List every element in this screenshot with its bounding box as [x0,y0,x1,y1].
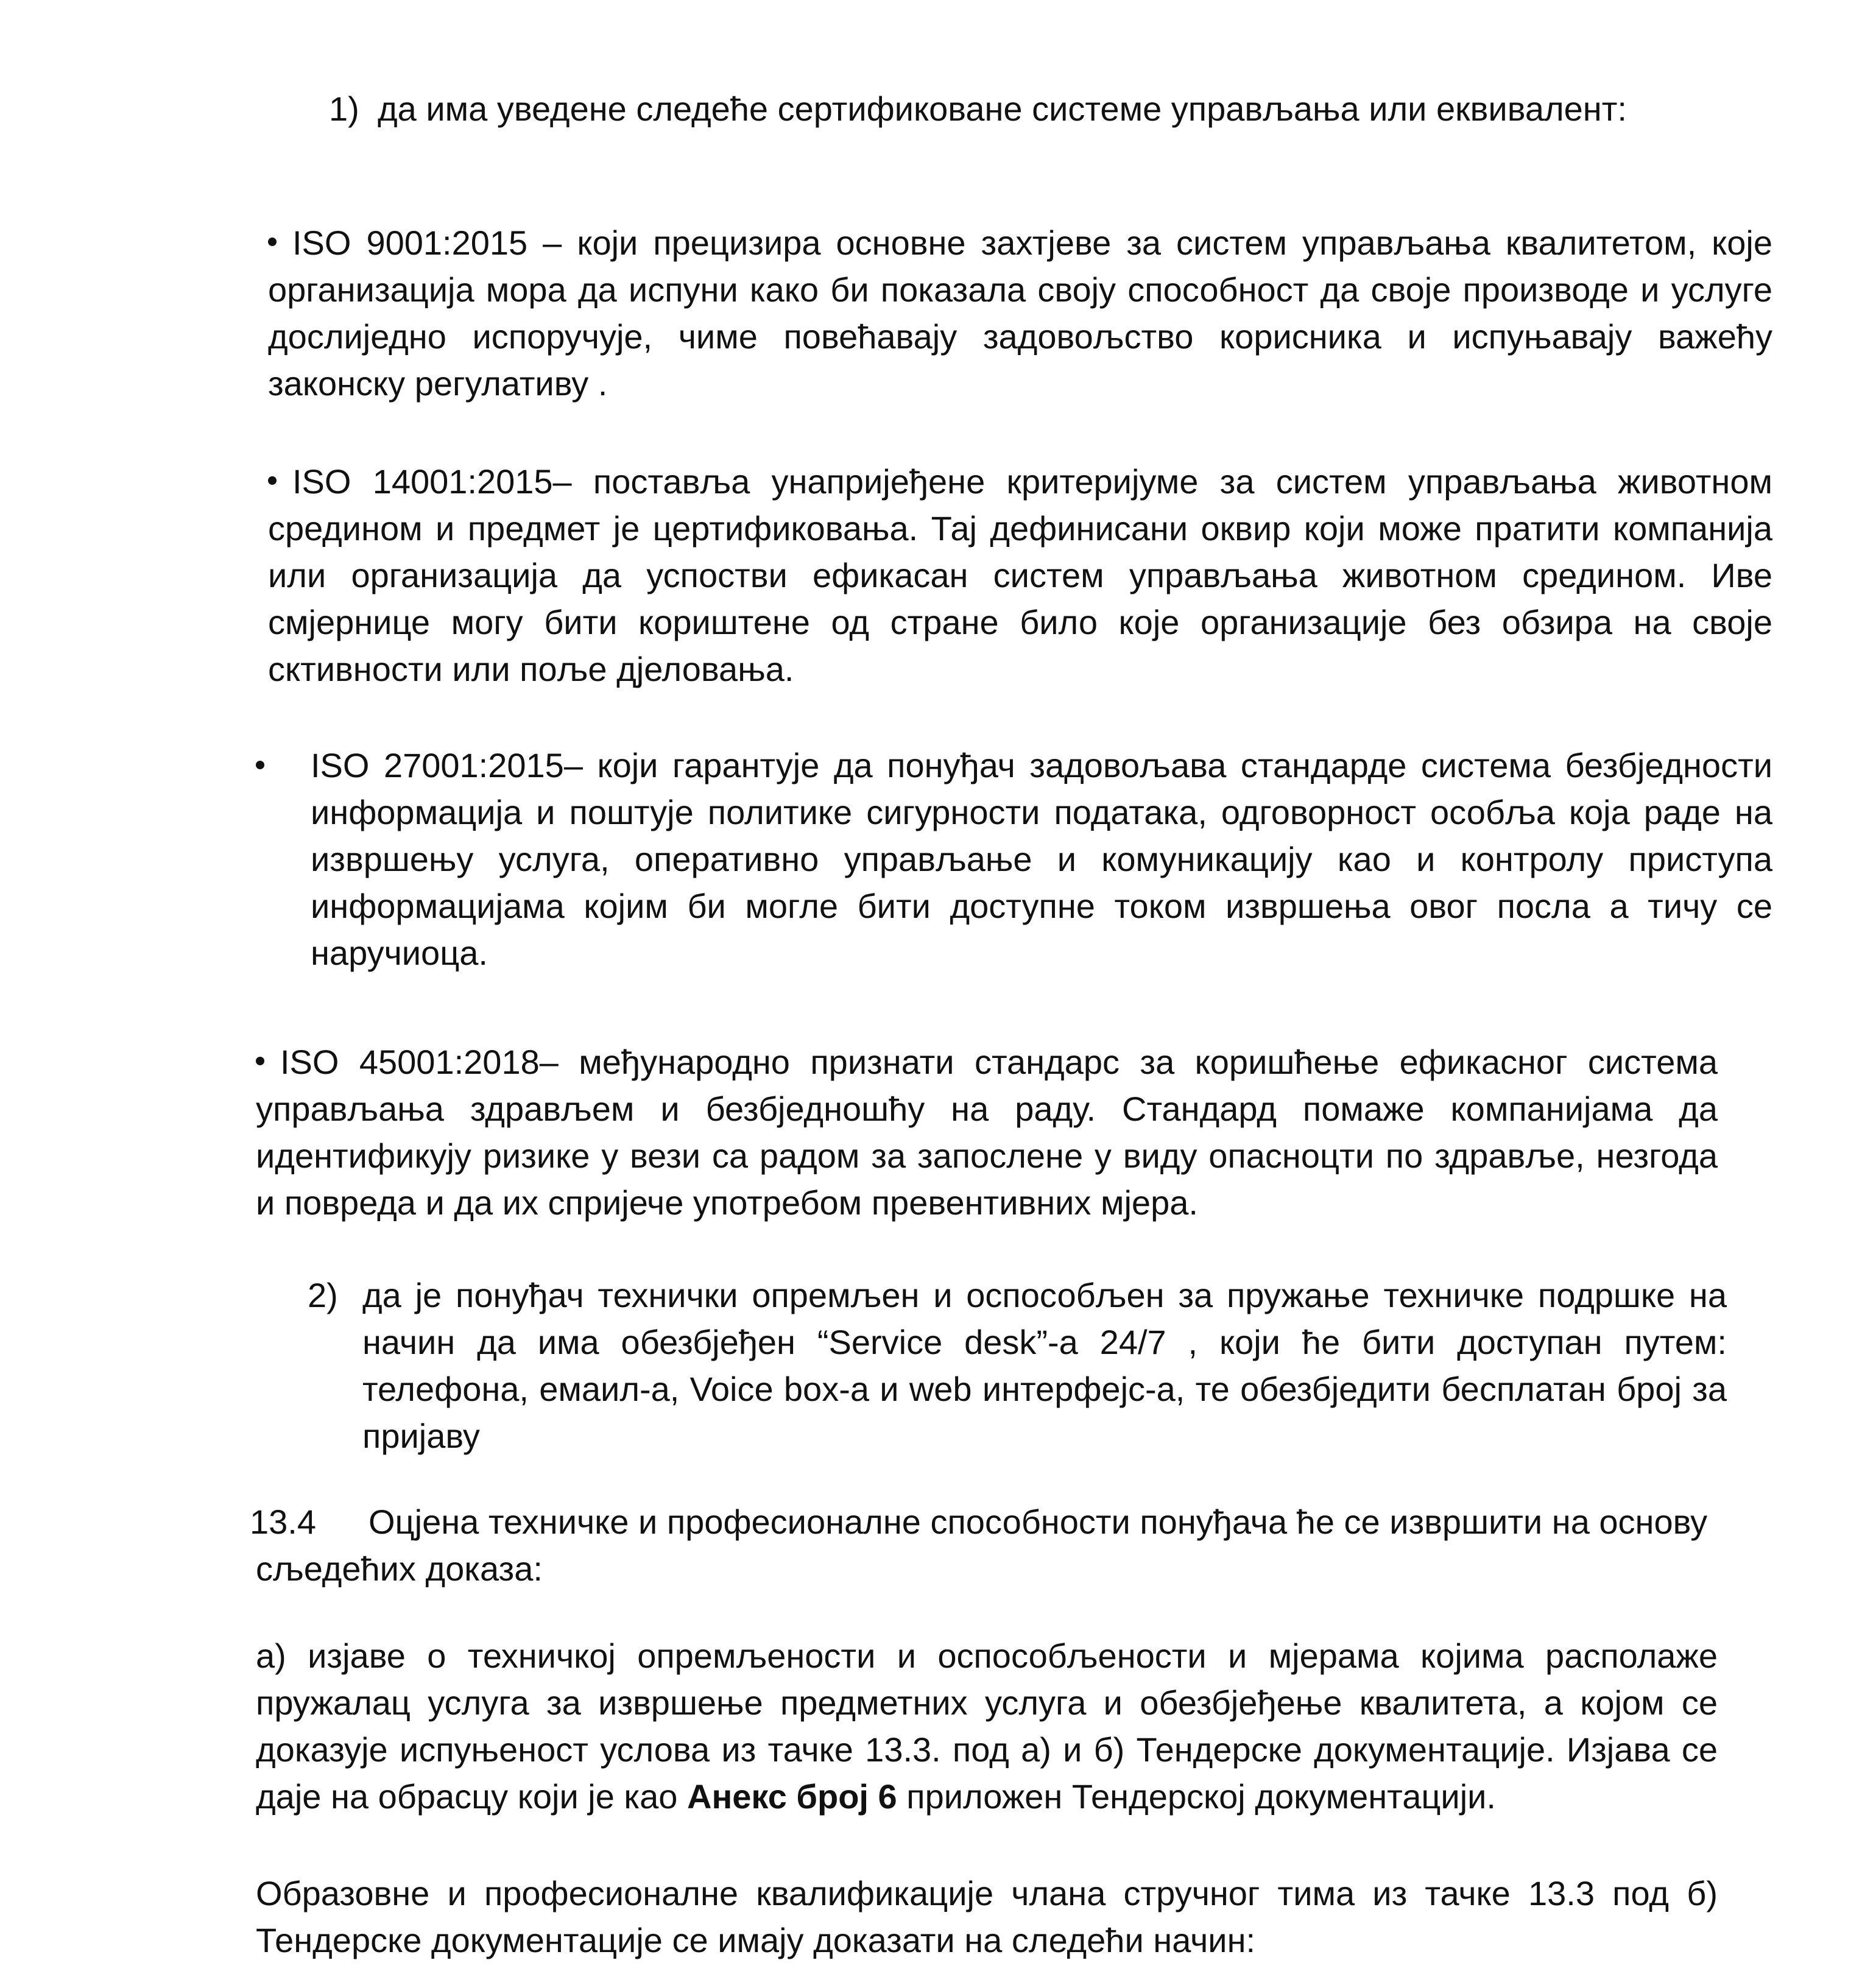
list-item-text: да има уведене следеће сертификоване системе управљања или еквивалент: [378,90,1627,128]
bullet-iso-9001 [268,219,1772,407]
bullet-text: ISO 9001:2015 – који прецизира основне захтјеве за систем управљања квалитетом, које организација мора да испуни како би показала своју способност да своје производе и услуге дослиједно испоручује, чиме повећавају задовољство корисника и испуњавају важећу законску регулативу . [268,224,1772,403]
bullet-icon [268,238,277,246]
paragraph-qualifications-text: Образовне и професионалне квалификације члана стручног тима из тачке 13.3 под б) Тендерске документације се имају доказати на следећи начин: [256,1874,1718,1959]
section-text: Оцјена техничке и професионалне способности понуђача ће се извршити на основу сљедећих доказа: [256,1503,1708,1588]
bullet-text: ISO 45001:2018– међународно признати стандарс за коришћење ефикасног система управљања здрављем и безбједношћу на раду. Стандард помаже компанијама да идентификују ризике у вези са радом за запослене у виду опасноцти по здравље, незгода и повреда и да их спријече употребом превентивних мјера. [256,1043,1718,1222]
bullet-icon [268,476,277,485]
bullet-iso-14001 [268,458,1772,693]
paragraph-a-text-end: приложен Тендерској документацији. [897,1777,1496,1816]
list-item-number: 2) [308,1276,338,1314]
list-item-number: 1) [329,90,359,128]
bullet-icon [256,761,264,769]
bullet-iso-45001 [256,1038,1718,1226]
list-item-2 [308,1272,1727,1459]
bullet-text: ISO 27001:2015– који гарантује да понуђач задовољава стандарде система безбједности информација и поштује политике сигурности података, одговорност особља која раде на извршењу услуга, оперативно управљање и комуникацију као и контролу приступа информацијама којим би могле бити доступне током извршења овог посла а тичу се наручиоца. [311,746,1772,972]
bullet-text: ISO 14001:2015– поставља унапријеђене критеријуме за систем управљања животном средином и предмет је цертификовања. Тај дефинисани оквир који може пратити компанија или организација да успостви ефикасан систем управљања животном средином. Иве смјернице могу бити кориштене од стране било које организације без обзира на своје сктивности или поље дјеловања. [268,462,1772,688]
section-number: 13.4 [250,1503,316,1541]
paragraph-qualifications [256,1870,1718,1964]
section-text-wrap [250,1498,1718,1592]
bullet-iso-27001 [256,742,1779,976]
paragraph-a [256,1632,1718,1820]
list-item-text: да је понуђач технички опремљен и оспособљен за пружање техничке подршке на начин да има обезбјеђен “Service desk”-а 24/7 , који ће бити доступан путем: телефона, емаил-а, Voice box-a и web интерфејс-а, те обезбједити бесплатан број за пријаву [362,1276,1727,1455]
annex-reference: Анекс број 6 [687,1777,897,1816]
bullet-icon [256,1057,264,1065]
section-13-4 [250,1498,1718,1592]
paragraph-a-text: а) изјаве о техничкој опремљености и оспособљености и мјерама којима располаже пружалац услуга за извршење предметних услуга и обезбјеђење квалитета, а којом се доказује испуњеност услова из тачке 13.3. под а) и б) Тендерске документације. Изјава се даје на обрасцу који је као [256,1637,1718,1816]
